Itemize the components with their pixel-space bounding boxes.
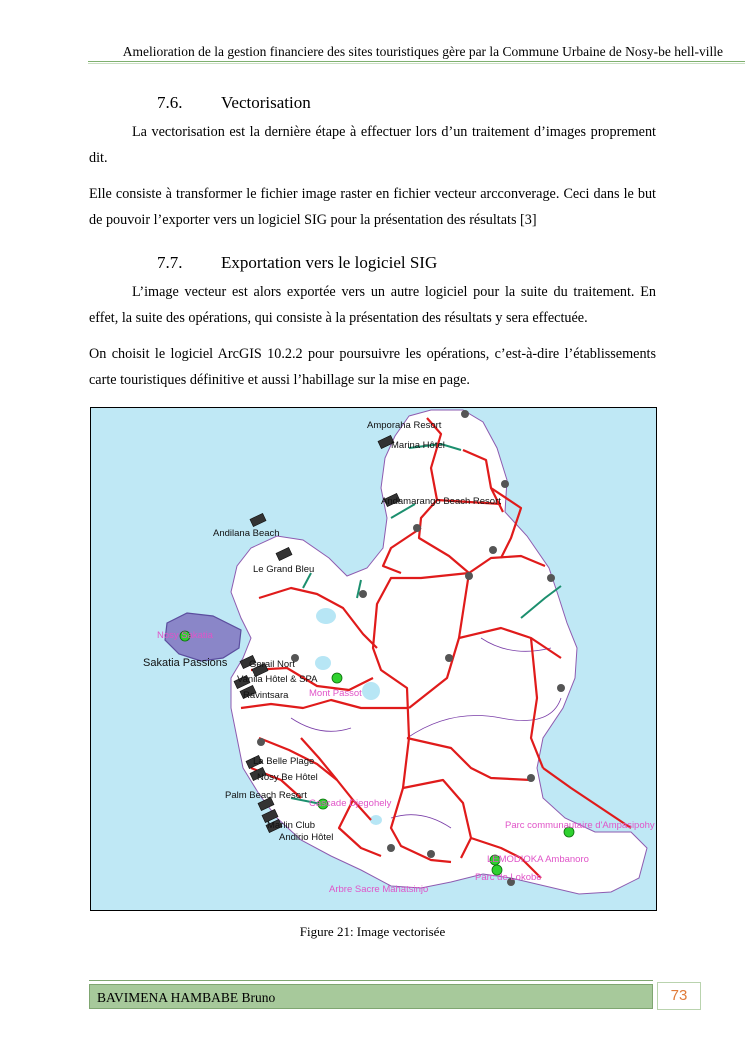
footer-author: BAVIMENA HAMBABE Bruno [97,990,276,1005]
paragraph: On choisit le logiciel ArcGIS 10.2.2 pour poursuivre les opérations, c’est-à-dire l’établissements carte touristiques définitive et aussi l’habillage sur la mise en page. [89,346,656,388]
map-label-hotel: Marlin Club [267,820,316,831]
park-icon [332,673,342,683]
map-label-hotel: Gerail Nort [249,659,295,670]
map-label-hotel: Andamarango Beach Resort [381,496,501,507]
map-svg [91,408,657,911]
map-label-park: Cascade Djegohely [309,798,392,809]
site-icon [387,844,395,852]
site-icon [489,546,497,554]
section-title: Vectorisation [221,93,311,112]
footer-divider [89,980,653,981]
section-title: Exportation vers le logiciel SIG [221,253,438,272]
site-icon [547,574,555,582]
paragraph: La vectorisation est la dernière étape à effectuer lors d’un traitement d’images proprement dit. [89,124,656,166]
site-icon [445,654,453,662]
running-header: Amelioration de la gestion financiere des sites touristiques gère par la Commune Urbaine de Nosy-be hell-ville [122,44,723,59]
lake [316,608,336,624]
section-heading-vectorisation [157,93,311,113]
section-heading-exportation [157,253,437,273]
site-icon [557,684,565,692]
site-icon [257,738,265,746]
page-number: 73 [657,982,701,1010]
map-label-hotel: Nosy Be Hôtel [257,772,318,783]
site-icon [427,850,435,858]
map-label-park: LEMODIOKA Ambanoro [487,854,589,865]
site-icon [461,410,469,418]
site-icon [465,572,473,580]
map-label-hotel: La Belle Plage [253,756,315,767]
site-icon [359,590,367,598]
site-icon [501,480,509,488]
map-label-park: Parc communautaire d'Ampasipohy [505,820,655,831]
map-label-hotel: Le Grand Bleu [253,564,315,575]
site-icon [413,524,421,532]
section-number: 7.7. [157,253,183,272]
map-label-hotel: Andilana Beach [213,528,280,539]
map-label-hotel: Palm Beach Resort [225,790,307,801]
map-label-park: Nosy Sakatia [157,630,213,641]
site-icon [527,774,535,782]
map-label-hotel: Andirio Hôtel [279,832,334,843]
map-label-park: Mont Passot [309,688,362,699]
map-label-hotel: Marina Hôtel [391,440,445,451]
map-label-hotel: Amporaha Resort [367,420,442,431]
map-label-park: Arbre Sacre Mahatsinjo [329,884,429,895]
map-label-hotel: Sakatia Passions [143,657,228,669]
section-number: 7.6. [157,93,183,112]
lake [315,656,331,670]
lake [362,682,380,700]
map-label-hotel: Vanila Hôtel & SPA [237,674,318,685]
map-label-hotel: Ravintsara [243,690,289,701]
map-label-park: Parc de Lokobe [475,872,542,883]
lake [370,815,382,825]
vectorized-map-figure [90,407,657,911]
paragraph: Elle consiste à transformer le fichier image raster en fichier vecteur arcconverage. Ceci dans le but de pouvoir l’exporter vers un logiciel SIG pour la présentation des résultats [3] [89,186,656,228]
paragraph: L’image vecteur est alors exportée vers un autre logiciel pour la suite du traitement. En effet, la suite des opérations, qui consiste à la présentation des résultats y sera effectuée. [89,284,656,326]
header-divider [88,61,745,62]
header-divider-shadow [88,63,745,64]
figure-caption: Figure 21: Image vectorisée [299,924,446,939]
